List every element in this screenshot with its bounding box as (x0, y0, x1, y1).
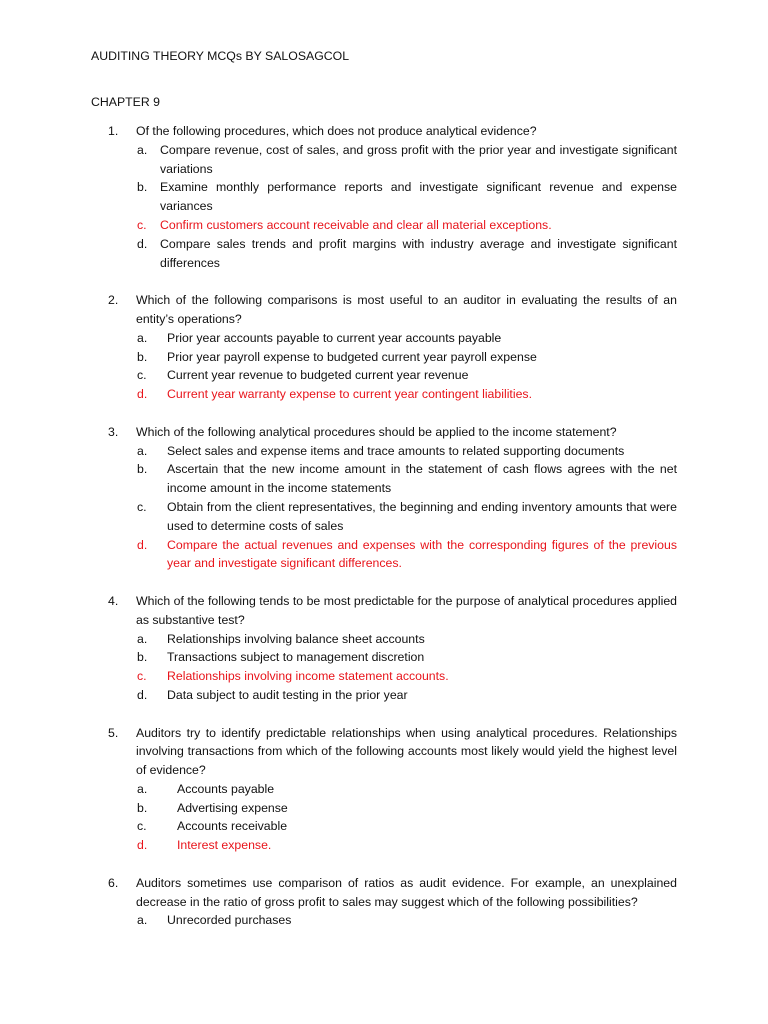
question-number: 1. (108, 124, 119, 138)
option-c: c. Accounts receivable (137, 819, 288, 834)
option-c: c. Obtain from the client representatives, the beginning and ending inventory amounts that were used to determine costs of sales (137, 499, 677, 533)
option-a: a. Accounts payable (137, 781, 275, 796)
question-list (108, 122, 677, 930)
option-b: b. Ascertain that the new income amount in the statement of cash flows agrees with the net income amount in the income statements (137, 462, 677, 496)
option-d-correct-answer: d. Interest expense. (137, 838, 272, 853)
option-a: a. Compare revenue, cost of sales, and gross profit with the prior year and investigate significant variations (137, 142, 677, 176)
document-title: AUDITING THEORY MCQs BY SALOSAGCOL (91, 49, 350, 63)
question-2 (108, 291, 677, 404)
question-number: 3. (108, 424, 119, 439)
question-number: 6. (108, 875, 119, 890)
question-3 (108, 423, 677, 573)
option-b: b. Examine monthly performance reports and investigate significant revenue and expense variances (137, 180, 677, 214)
question-text: Auditors try to identify predictable relationships when using analytical procedures. Relationships involving transactions from which of the following accounts most likely would yield the highest level of evidence? (136, 725, 677, 778)
option-c-correct-answer: c. Relationships involving income statement accounts. (137, 669, 449, 684)
option-a: a. Relationships involving balance sheet accounts (137, 631, 425, 646)
option-c-correct-answer: c. Confirm customers account receivable and clear all material exceptions. (137, 217, 552, 232)
chapter-heading: CHAPTER 9 (91, 95, 161, 109)
question-4 (108, 592, 677, 705)
question-1 (108, 122, 677, 272)
option-a: a. Unrecorded purchases (137, 913, 292, 928)
option-c: c. Current year revenue to budgeted current year revenue (137, 368, 469, 383)
question-6 (108, 874, 677, 930)
question-number: 5. (108, 725, 119, 740)
option-a: a. Select sales and expense items and trace amounts to related supporting documents (137, 443, 625, 458)
option-a: a. Prior year accounts payable to current year accounts payable (137, 330, 502, 345)
option-d-correct-answer: d. Compare the actual revenues and expenses with the corresponding figures of the previous year and investigate significant differences. (137, 537, 677, 571)
option-d: d. Compare sales trends and profit margins with industry average and investigate significant differences (137, 236, 677, 270)
option-b: b. Advertising expense (137, 800, 288, 815)
question-5 (108, 724, 677, 856)
question-text: Which of the following analytical procedures should be applied to the income statement? (136, 424, 617, 439)
question-number: 4. (108, 593, 119, 608)
question-text: Auditors sometimes use comparison of ratios as audit evidence. For example, an unexplained decrease in the ratio of gross profit to sales may suggest which of the following possibilities? (136, 875, 677, 909)
question-text: Of the following procedures, which does not produce analytical evidence? (136, 124, 537, 138)
option-b: b. Prior year payroll expense to budgeted current year payroll expense (137, 349, 537, 364)
option-d: d. Data subject to audit testing in the prior year (137, 687, 408, 702)
option-d-correct-answer: d. Current year warranty expense to current year contingent liabilities. (137, 387, 532, 402)
question-text: Which of the following tends to be most predictable for the purpose of analytical procedures applied as substantive test? (136, 593, 677, 627)
question-text: Which of the following comparisons is most useful to an auditor in evaluating the results of an entity’s operations? (136, 293, 677, 326)
question-number: 2. (108, 293, 119, 308)
option-b: b. Transactions subject to management discretion (137, 650, 425, 665)
